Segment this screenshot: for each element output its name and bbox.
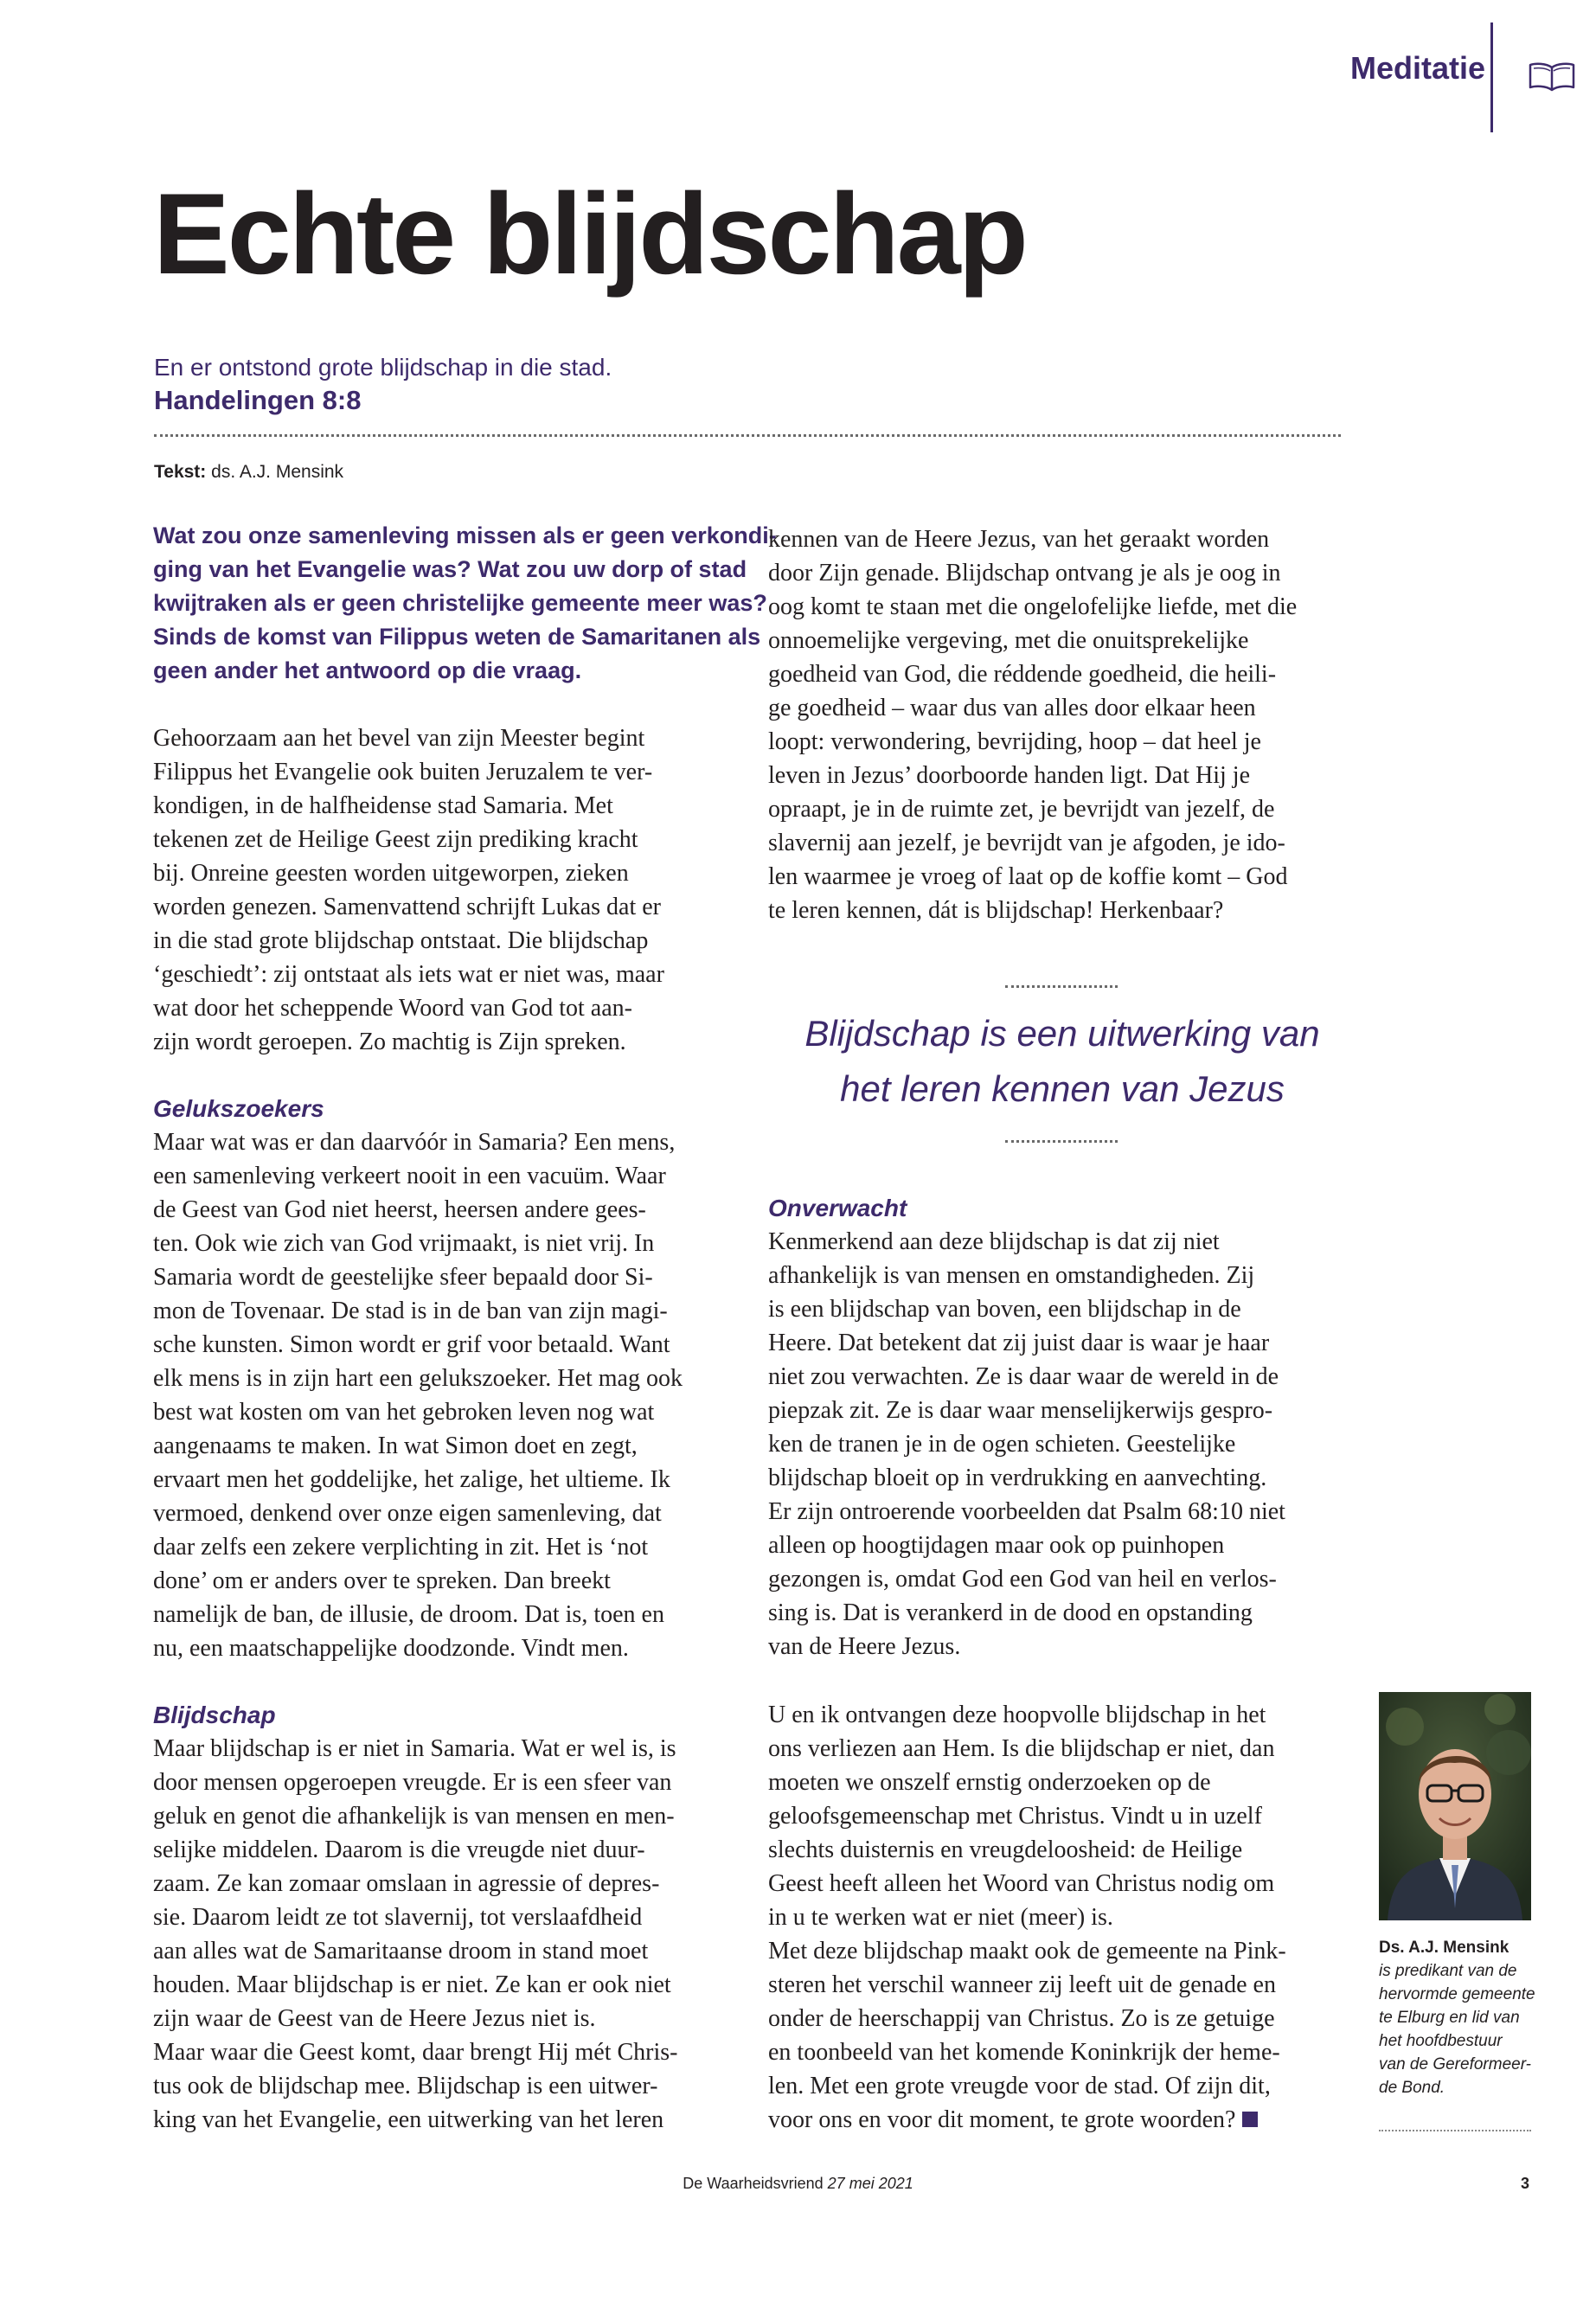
text-line: niet zou verwachten. Ze is daar waar de wereld in de bbox=[768, 1363, 1279, 1390]
end-of-article-mark bbox=[1242, 2112, 1258, 2127]
text-line: door mensen opgeroepen vreugde. Er is een sfeer van bbox=[153, 1769, 672, 1796]
text-line: ons verliezen aan Hem. Is die blijdschap er niet, dan bbox=[768, 1735, 1275, 1762]
text-line: Maar wat was er dan daarvóór in Samaria? Een mens, bbox=[153, 1129, 676, 1156]
pullquote bbox=[768, 1006, 1356, 1117]
caption-line: de Bond. bbox=[1379, 2079, 1445, 2097]
caption-line: het hoofdbestuur bbox=[1379, 2032, 1503, 2050]
text-line: een samenleving verkeert nooit in een vacuüm. Waar bbox=[153, 1163, 666, 1189]
section-label: Meditatie bbox=[1349, 50, 1485, 86]
text-line: ge goedheid – waar dus van alles door elkaar heen bbox=[768, 695, 1256, 721]
bible-verse bbox=[154, 351, 612, 417]
text-line: len. Met een grote vreugde voor de stad. Of zijn dit, bbox=[768, 2073, 1271, 2099]
page-footer bbox=[0, 2175, 1596, 2193]
text-line: ervaart men het goddelijke, het zalige, het ultieme. Ik bbox=[153, 1466, 670, 1493]
pullquote-divider-bottom bbox=[1005, 1140, 1118, 1143]
body-paragraph bbox=[153, 1732, 741, 2137]
body-paragraph bbox=[768, 1698, 1356, 2137]
text-line: tekenen zet de Heilige Geest zijn prediking kracht bbox=[153, 826, 638, 853]
text-line: namelijk de ban, de illusie, de droom. Dat is, toen en bbox=[153, 1601, 664, 1628]
text-line: steren het verschil wanneer zij leeft uit de genade en bbox=[768, 1971, 1276, 1998]
caption-line: is predikant van de bbox=[1379, 1962, 1517, 1980]
text-line: afhankelijk is van mensen en omstandigheden. Zij bbox=[768, 1262, 1255, 1289]
author-label: Tekst: bbox=[154, 462, 207, 482]
page-number: 3 bbox=[1521, 2175, 1530, 2192]
text-line: bij. Onreine geesten worden uitgeworpen, zieken bbox=[153, 860, 629, 887]
author-caption bbox=[1379, 1936, 1535, 2099]
text-line: te leren kennen, dát is blijdschap! Herkenbaar? bbox=[768, 897, 1224, 924]
text-line: aangenaams te maken. In wat Simon doet en zegt, bbox=[153, 1433, 638, 1459]
text-line: U en ik ontvangen deze hoopvolle blijdschap in het bbox=[768, 1702, 1266, 1728]
text-line: elk mens is in zijn hart een gelukszoeker. Het mag ook bbox=[153, 1365, 683, 1392]
pullquote-line: het leren kennen van Jezus bbox=[840, 1068, 1285, 1109]
text-line: sie. Daarom leidt ze tot slavernij, tot verslaafdheid bbox=[153, 1904, 643, 1931]
text-line: oog komt te staan met die ongelofelijke liefde, met die bbox=[768, 593, 1298, 620]
text-line: Heere. Dat betekent dat zij juist daar is waar je haar bbox=[768, 1330, 1270, 1356]
lead-paragraph bbox=[153, 519, 777, 688]
caption-divider bbox=[1379, 2130, 1531, 2131]
text-line: done’ om er anders over te spreken. Dan breekt bbox=[153, 1567, 611, 1594]
text-line: mon de Tovenaar. De stad is in de ban van zijn magi- bbox=[153, 1298, 668, 1324]
text-line: Geest heeft alleen het Woord van Christus nodig om bbox=[768, 1870, 1275, 1897]
header-divider bbox=[1490, 22, 1493, 132]
body-paragraph bbox=[768, 522, 1356, 927]
text-line: nu, een maatschappelijke doodzonde. Vindt men. bbox=[153, 1635, 629, 1662]
text-line: blijdschap bloeit op in verdrukking en aanvechting. bbox=[768, 1465, 1267, 1491]
publication-name: De Waarheidsvriend bbox=[683, 2175, 824, 2192]
text-line: en toonbeeld van het komende Koninkrijk der heme- bbox=[768, 2039, 1280, 2066]
text-line: zijn waar de Geest van de Heere Jezus niet is. bbox=[153, 2005, 596, 2032]
text-line: opraapt, je in de ruimte zet, je bevrijdt van jezelf, de bbox=[768, 796, 1275, 823]
article-title: Echte blijdschap bbox=[153, 170, 1026, 298]
text-line: gezongen is, omdat God een God van heil en verlos- bbox=[768, 1566, 1277, 1593]
text-line: is een blijdschap van boven, een blijdschap in de bbox=[768, 1296, 1241, 1323]
lead-line: Wat zou onze samenleving missen als er geen verkondi- bbox=[153, 522, 777, 548]
text-line bbox=[768, 2103, 1356, 2137]
text-line: wat door het scheppende Woord van God tot aan- bbox=[153, 995, 632, 1022]
text-line: Kenmerkend aan deze blijdschap is dat zij niet bbox=[768, 1228, 1220, 1255]
body-paragraph bbox=[768, 1225, 1356, 1663]
caption-line: hervormde gemeente bbox=[1379, 1985, 1535, 2003]
pullquote-line: Blijdschap is een uitwerking van bbox=[804, 1013, 1320, 1054]
text-line: daar zelfs een zekere verplichting in zit. Het is ‘not bbox=[153, 1534, 649, 1561]
text-line-content: voor ons en voor dit moment, te grote woorden? bbox=[768, 2106, 1236, 2133]
open-book-icon bbox=[1527, 61, 1577, 93]
lead-line: Sinds de komst van Filippus weten de Samaritanen als bbox=[153, 624, 761, 650]
text-line: Er zijn ontroerende voorbeelden dat Psalm 68:10 niet bbox=[768, 1498, 1285, 1525]
text-line: ten. Ook wie zich van God vrijmaakt, is niet vrij. In bbox=[153, 1230, 655, 1257]
author-photo bbox=[1379, 1692, 1531, 1920]
caption-name: Ds. A.J. Mensink bbox=[1379, 1939, 1509, 1957]
issue-date: 27 mei 2021 bbox=[827, 2175, 913, 2192]
text-line: zaam. Ze kan zomaar omslaan in agressie of depres- bbox=[153, 1870, 660, 1897]
text-line: tus ook de blijdschap mee. Blijdschap is een uitwer- bbox=[153, 2073, 658, 2099]
text-line: van de Heere Jezus. bbox=[768, 1633, 961, 1660]
text-line: slechts duisternis en vreugdeloosheid: de Heilige bbox=[768, 1836, 1243, 1863]
text-line: selijke middelen. Daarom is die vreugde niet duur- bbox=[153, 1836, 645, 1863]
text-line: best wat kosten om van het gebroken leven nog wat bbox=[153, 1399, 655, 1426]
lead-line: geen ander het antwoord op die vraag. bbox=[153, 657, 582, 683]
text-line: piepzak zit. Ze is daar waar menselijkerwijs gespro- bbox=[768, 1397, 1273, 1424]
text-line: goedheid van God, die réddende goedheid, die heili- bbox=[768, 661, 1277, 688]
text-line: ‘geschiedt’: zij ontstaat als iets wat er niet was, maar bbox=[153, 961, 664, 988]
text-line: Samaria wordt de geestelijke sfeer bepaald door Si- bbox=[153, 1264, 653, 1291]
verse-text: En er ontstond grote blijdschap in die stad. bbox=[154, 354, 612, 381]
text-line: sing is. Dat is verankerd in de dood en opstanding bbox=[768, 1599, 1253, 1626]
text-line: onnoemelijke vergeving, met die onuitsprekelijke bbox=[768, 627, 1249, 654]
text-line: Maar waar die Geest komt, daar brengt Hij mét Chris- bbox=[153, 2039, 678, 2066]
text-line: Filippus het Evangelie ook buiten Jeruzalem te ver- bbox=[153, 759, 653, 785]
text-line: kennen van de Heere Jezus, van het geraakt worden bbox=[768, 526, 1270, 553]
text-line: vermoed, denkend over onze eigen samenleving, dat bbox=[153, 1500, 662, 1527]
verse-reference: Handelingen 8:8 bbox=[154, 385, 362, 415]
text-line: kondigen, in de halfheidense stad Samaria. Met bbox=[153, 792, 613, 819]
author-name: ds. A.J. Mensink bbox=[211, 462, 344, 482]
caption-line: van de Gereformeer- bbox=[1379, 2055, 1532, 2073]
text-line: ken de tranen je in de ogen schieten. Geestelijke bbox=[768, 1431, 1236, 1458]
body-paragraph bbox=[153, 721, 741, 1059]
body-paragraph bbox=[153, 1125, 741, 1665]
text-line: loopt: verwondering, bevrijding, hoop – dat heel je bbox=[768, 728, 1261, 755]
pullquote-divider-top bbox=[1005, 985, 1118, 988]
subheading-gelukszoekers: Gelukszoekers bbox=[153, 1095, 324, 1122]
text-line: king van het Evangelie, een uitwerking van het leren bbox=[153, 2106, 664, 2133]
text-line: aan alles wat de Samaritaanse droom in stand moet bbox=[153, 1938, 649, 1965]
text-line: sche kunsten. Simon wordt er grif voor betaald. Want bbox=[153, 1331, 670, 1358]
text-line: zijn wordt geroepen. Zo machtig is Zijn spreken. bbox=[153, 1029, 626, 1055]
caption-line: te Elburg en lid van bbox=[1379, 2009, 1520, 2027]
text-line: leven in Jezus’ doorboorde handen ligt. Dat Hij je bbox=[768, 762, 1250, 789]
text-line: Met deze blijdschap maakt ook de gemeente na Pink- bbox=[768, 1938, 1286, 1965]
subheading-onverwacht: Onverwacht bbox=[768, 1195, 907, 1221]
subheading-blijdschap: Blijdschap bbox=[153, 1702, 276, 1728]
author-credit bbox=[154, 462, 343, 483]
lead-line: kwijtraken als er geen christelijke gemeente meer was? bbox=[153, 590, 767, 616]
text-line: door Zijn genade. Blijdschap ontvang je als je oog in bbox=[768, 560, 1281, 586]
text-line: moeten we onszelf ernstig onderzoeken op de bbox=[768, 1769, 1211, 1796]
text-line: len waarmee je vroeg of laat op de koffie komt – God bbox=[768, 863, 1288, 890]
text-line: slavernij aan jezelf, je bevrijdt van je afgoden, je ido- bbox=[768, 830, 1285, 856]
text-line: worden genezen. Samenvattend schrijft Lukas dat er bbox=[153, 894, 662, 920]
text-line: Maar blijdschap is er niet in Samaria. Wat er wel is, is bbox=[153, 1735, 676, 1762]
lead-line: ging van het Evangelie was? Wat zou uw dorp of stad bbox=[153, 556, 747, 582]
text-line: Gehoorzaam aan het bevel van zijn Meester begint bbox=[153, 725, 645, 752]
verse-divider bbox=[154, 434, 1341, 437]
text-line: geluk en genot die afhankelijk is van mensen en men- bbox=[153, 1803, 675, 1830]
text-line: de Geest van God niet heerst, heersen andere gees- bbox=[153, 1196, 646, 1223]
text-line: onder de heerschappij van Christus. Zo is ze getuige bbox=[768, 2005, 1275, 2032]
text-line: geloofsgemeenschap met Christus. Vindt u in uzelf bbox=[768, 1803, 1262, 1830]
text-line: houden. Maar blijdschap is er niet. Ze kan er ook niet bbox=[153, 1971, 671, 1998]
text-line: in die stad grote blijdschap ontstaat. Die blijdschap bbox=[153, 927, 649, 954]
text-line: in u te werken wat er niet (meer) is. bbox=[768, 1904, 1113, 1931]
text-line: alleen op hoogtijdagen maar ook op puinhopen bbox=[768, 1532, 1225, 1559]
